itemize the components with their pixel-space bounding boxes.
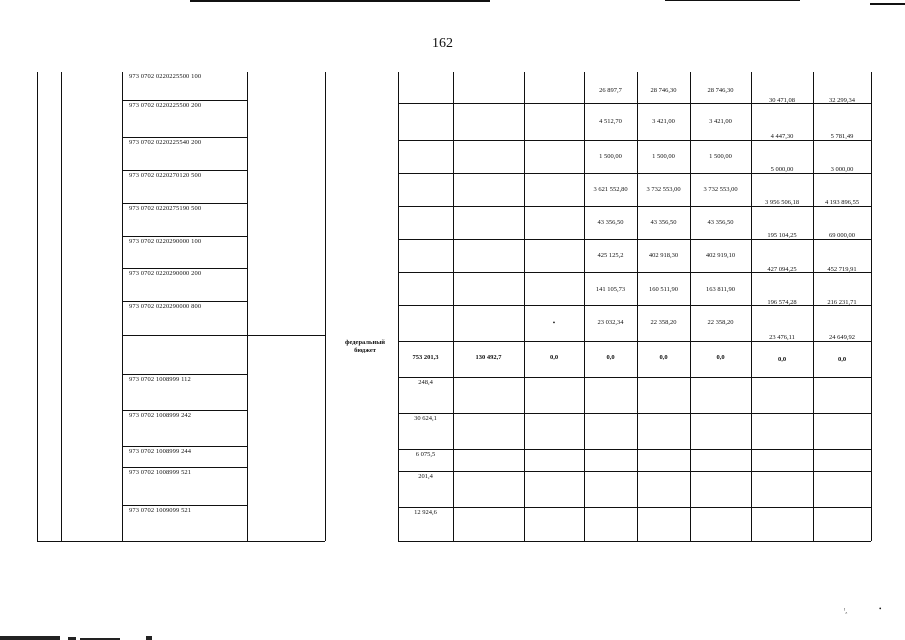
code-row-line — [122, 301, 247, 302]
cell-value: 3 621 552,80 — [593, 186, 628, 193]
cell-value: 28 746,30 — [650, 87, 677, 94]
cell-value: 3 421,00 — [652, 118, 675, 125]
code-row-line — [122, 100, 247, 101]
cell-value: 26 897,7 — [599, 87, 622, 94]
cell-value: 402 919,10 — [705, 252, 736, 259]
left-col-border-2 — [61, 72, 62, 541]
footer-mark: ᴵ‸ — [844, 608, 848, 614]
budget-code: 973 0702 0220225540 200 — [129, 139, 202, 146]
federal-budget-label: федеральный бюджет — [344, 339, 386, 354]
cell-value: 1 500,00 — [709, 153, 732, 160]
code-row-line — [122, 374, 247, 375]
cell-value: 28 746,30 — [707, 87, 734, 94]
cell-value: 6 075,5 — [415, 451, 436, 458]
left-col-border-4 — [247, 72, 248, 541]
code-row-line — [122, 446, 247, 447]
cell-value: 22 358,20 — [707, 319, 734, 326]
cell-value: 141 105,73 — [595, 286, 626, 293]
cell-value: 1 500,00 — [652, 153, 675, 160]
budget-code: 973 0702 0220290000 800 — [129, 303, 202, 310]
total-value: 753 201,3 — [412, 354, 439, 361]
right-row-line — [398, 140, 871, 141]
cell-value: 4 512,70 — [599, 118, 622, 125]
budget-code: 973 0702 1008999 242 — [129, 412, 192, 419]
total-value: 130 492,7 — [475, 354, 502, 361]
code-row-line — [122, 203, 247, 204]
right-row-line — [398, 341, 871, 342]
cell-value: 69 000,00 — [829, 232, 855, 239]
cell-value: 3 732 553,00 — [646, 186, 681, 193]
cell-value: 3 732 553,00 — [703, 186, 738, 193]
total-value: 0,0 — [777, 356, 787, 363]
right-row-line — [398, 377, 871, 378]
cell-value: 3 956 506,18 — [764, 199, 800, 206]
cell-value: 163 811,90 — [705, 286, 735, 293]
cell-value: 425 125,2 — [597, 252, 624, 259]
right-row-line — [398, 449, 871, 450]
cell-value: 22 358,20 — [650, 319, 677, 326]
cell-value: 24 649,92 — [829, 334, 855, 341]
code-row-line — [122, 505, 247, 506]
cell-value: 43 356,50 — [707, 219, 734, 226]
cell-value: 195 104,25 — [767, 232, 797, 239]
cell-value: 160 511,90 — [648, 286, 678, 293]
code-row-line — [122, 170, 247, 171]
cell-value: 43 356,50 — [597, 219, 624, 226]
cell-value: 1 500,00 — [599, 153, 622, 160]
code-row-line — [122, 410, 247, 411]
right-row-line — [398, 413, 871, 414]
stray-mark: • — [552, 319, 556, 327]
code-row-line — [122, 335, 325, 336]
budget-code: 973 0702 0220270120 500 — [129, 172, 202, 179]
cell-value: 216 231,71 — [827, 299, 857, 306]
footer-mark: • — [879, 605, 882, 613]
right-col-border — [871, 72, 872, 541]
scan-bottom-mark — [146, 636, 152, 640]
cell-value: 4 447,30 — [770, 133, 794, 140]
budget-code: 973 0702 1009099 521 — [129, 507, 192, 514]
code-row-line — [122, 137, 247, 138]
cell-value: 452 719,91 — [827, 266, 857, 273]
right-row-line — [398, 206, 871, 207]
total-value: 0,0 — [606, 354, 615, 361]
total-value: 0,0 — [837, 356, 847, 363]
total-value: 0,0 — [549, 354, 559, 361]
cell-value: 12 924,6 — [414, 509, 437, 516]
budget-code: 973 0702 0220275190 500 — [129, 205, 202, 212]
left-col-border-1 — [37, 72, 38, 541]
cell-value: 23 476,11 — [769, 334, 795, 341]
budget-code: 973 0702 0220290000 200 — [129, 270, 202, 277]
cell-value: 196 574,28 — [767, 299, 797, 306]
right-row-line — [398, 239, 871, 240]
cell-value: 248,4 — [418, 379, 433, 386]
code-row-line — [122, 467, 247, 468]
right-row-line — [398, 507, 871, 508]
cell-value: 5 000,00 — [770, 166, 794, 173]
cell-value: 23 032,34 — [597, 319, 624, 326]
total-value: 0,0 — [716, 354, 725, 361]
cell-value: 3 421,00 — [709, 118, 732, 125]
cell-value: 4 193 896,55 — [824, 199, 860, 206]
code-row-line — [122, 268, 247, 269]
right-row-line — [398, 471, 871, 472]
left-col-border-5 — [325, 72, 326, 541]
code-row-line — [122, 236, 247, 237]
cell-value: 5 781,49 — [830, 133, 854, 140]
budget-code: 973 0702 1008999 112 — [129, 376, 191, 383]
scan-top-line-1 — [190, 0, 490, 2]
cell-value: 427 094,25 — [767, 266, 797, 273]
scan-top-line-2 — [665, 0, 800, 1]
page-number: 162 — [432, 36, 453, 51]
cell-value: 30 471,08 — [769, 97, 795, 104]
scan-bottom-mark — [0, 636, 60, 640]
cell-value: 3 000,00 — [830, 166, 854, 173]
cell-value: 402 918,30 — [648, 252, 679, 259]
right-row-line — [398, 173, 871, 174]
scan-top-line-3 — [870, 3, 905, 5]
right-table-bottom — [398, 541, 871, 542]
total-value: 0,0 — [659, 354, 668, 361]
cell-value: 32 299,34 — [829, 97, 855, 104]
left-col-border-3 — [122, 72, 123, 541]
left-table-bottom — [37, 541, 325, 542]
cell-value: 30 624,1 — [414, 415, 437, 422]
budget-code: 973 0702 1008999 244 — [129, 448, 192, 455]
cell-value: 43 356,50 — [650, 219, 677, 226]
cell-value: 201,4 — [418, 473, 433, 480]
budget-code: 973 0702 0220225500 100 — [129, 73, 202, 80]
budget-code: 973 0702 0220225500 200 — [129, 102, 202, 109]
budget-code: 973 0702 0220290000 100 — [129, 238, 202, 245]
budget-code: 973 0702 1008999 521 — [129, 469, 192, 476]
